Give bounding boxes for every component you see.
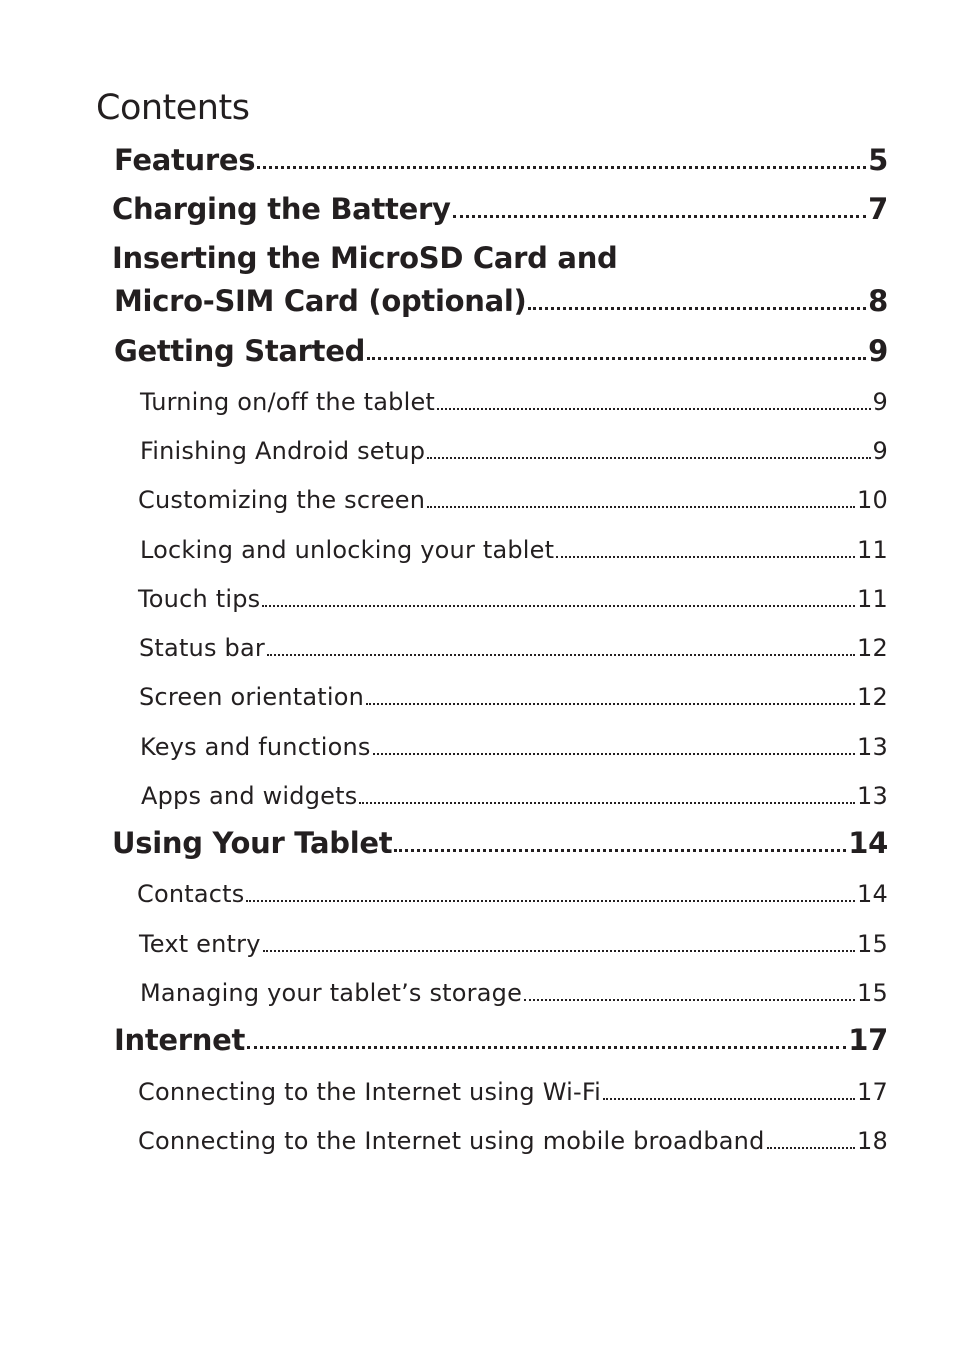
toc-page-number: 9 xyxy=(872,437,888,465)
toc-entry-label: Apps and widgets xyxy=(141,782,358,810)
toc-entry-customizing-screen[interactable] xyxy=(138,486,888,514)
toc-entry-label: Getting Started xyxy=(114,334,366,368)
toc-page-number: 10 xyxy=(857,486,888,514)
toc-page-number: 12 xyxy=(857,634,888,662)
toc-entry-locking-unlocking[interactable] xyxy=(140,536,888,564)
toc-entry-label: Managing your tablet’s storage xyxy=(140,979,523,1007)
toc-entry-label: Text entry xyxy=(139,930,261,958)
toc-entry-label: Micro-SIM Card (optional) xyxy=(114,284,527,318)
toc-entry-turning-on-off[interactable] xyxy=(140,388,888,416)
toc-entry-label: Finishing Android setup xyxy=(140,437,426,465)
dot-leader xyxy=(263,930,855,958)
toc-entry-label: Connecting to the Internet using mobile broadband xyxy=(138,1127,765,1155)
toc-entry-using-your-tablet[interactable] xyxy=(112,826,888,860)
toc-entry-features[interactable] xyxy=(114,143,888,177)
dot-leader xyxy=(359,782,855,810)
toc-entry-label: Internet xyxy=(114,1023,246,1057)
toc-page-number: 14 xyxy=(848,826,888,860)
dot-leader xyxy=(524,979,855,1007)
dot-leader xyxy=(767,1127,856,1155)
toc-entry-apps-widgets[interactable] xyxy=(141,782,888,810)
dot-leader xyxy=(262,585,855,613)
toc-entry-internet-wifi[interactable] xyxy=(138,1078,888,1106)
toc-entry-label: Keys and functions xyxy=(140,733,371,761)
page-title: Contents xyxy=(96,88,250,128)
toc-entry-label: Contacts xyxy=(137,880,245,908)
toc-entry-label: Turning on/off the tablet xyxy=(140,388,436,416)
toc-entry-label: Features xyxy=(114,143,256,177)
toc-page-number: 13 xyxy=(857,782,888,810)
dot-leader xyxy=(437,388,870,416)
toc-page-number: 11 xyxy=(857,536,888,564)
dot-leader xyxy=(367,334,866,368)
toc-page-number: 17 xyxy=(848,1023,888,1057)
toc-page-number: 18 xyxy=(857,1127,888,1155)
dot-leader xyxy=(603,1078,855,1106)
dot-leader xyxy=(394,826,846,860)
dot-leader xyxy=(267,634,855,662)
toc-entry-contacts[interactable] xyxy=(137,880,888,908)
toc-page-number: 15 xyxy=(857,930,888,958)
toc-page-number: 9 xyxy=(868,334,888,368)
toc-entry-label: Touch tips xyxy=(138,585,261,613)
toc-entry-android-setup[interactable] xyxy=(140,437,888,465)
toc-entry-label: Using Your Tablet xyxy=(112,826,393,860)
dot-leader xyxy=(528,284,866,318)
toc-page-number: 11 xyxy=(857,585,888,613)
toc-entry-internet-mobile-broadband[interactable] xyxy=(138,1127,888,1155)
toc-page-number: 5 xyxy=(868,143,888,177)
toc-page-number: 9 xyxy=(872,388,888,416)
toc-entry-screen-orientation[interactable] xyxy=(139,683,888,711)
dot-leader xyxy=(373,733,855,761)
toc-entry-label: Screen orientation xyxy=(139,683,365,711)
toc-entry-label: Customizing the screen xyxy=(138,486,426,514)
toc-page-number: 13 xyxy=(857,733,888,761)
toc-page-number: 8 xyxy=(868,284,888,318)
toc-page-number: 17 xyxy=(857,1078,888,1106)
toc-page-number: 12 xyxy=(857,683,888,711)
toc-entry-status-bar[interactable] xyxy=(139,634,888,662)
dot-leader xyxy=(246,880,855,908)
toc-entry-touch-tips[interactable] xyxy=(138,585,888,613)
toc-entry-charging-battery[interactable] xyxy=(112,192,888,226)
toc-entry-keys-functions[interactable] xyxy=(140,733,888,761)
dot-leader xyxy=(247,1023,846,1057)
toc-page-number: 15 xyxy=(857,979,888,1007)
toc-page-number: 14 xyxy=(857,880,888,908)
toc-entry-internet[interactable] xyxy=(114,1023,888,1057)
dot-leader xyxy=(257,143,866,177)
toc-entry-managing-storage[interactable] xyxy=(140,979,888,1007)
toc-page-number: 7 xyxy=(868,192,888,226)
dot-leader xyxy=(427,486,855,514)
toc-entry-label: Charging the Battery xyxy=(112,192,451,226)
toc-entry-label-line1[interactable]: Inserting the MicroSD Card and xyxy=(112,241,618,275)
dot-leader xyxy=(366,683,855,711)
toc-entry-label: Status bar xyxy=(139,634,265,662)
dot-leader xyxy=(453,192,867,226)
toc-entry-text-entry[interactable] xyxy=(139,930,888,958)
toc-entry-getting-started[interactable] xyxy=(114,334,888,368)
toc-entry-label: Locking and unlocking your tablet xyxy=(140,536,555,564)
toc-entry-inserting-cards[interactable] xyxy=(114,284,888,318)
toc-entry-label: Connecting to the Internet using Wi-Fi xyxy=(138,1078,601,1106)
dot-leader xyxy=(556,536,855,564)
dot-leader xyxy=(427,437,870,465)
